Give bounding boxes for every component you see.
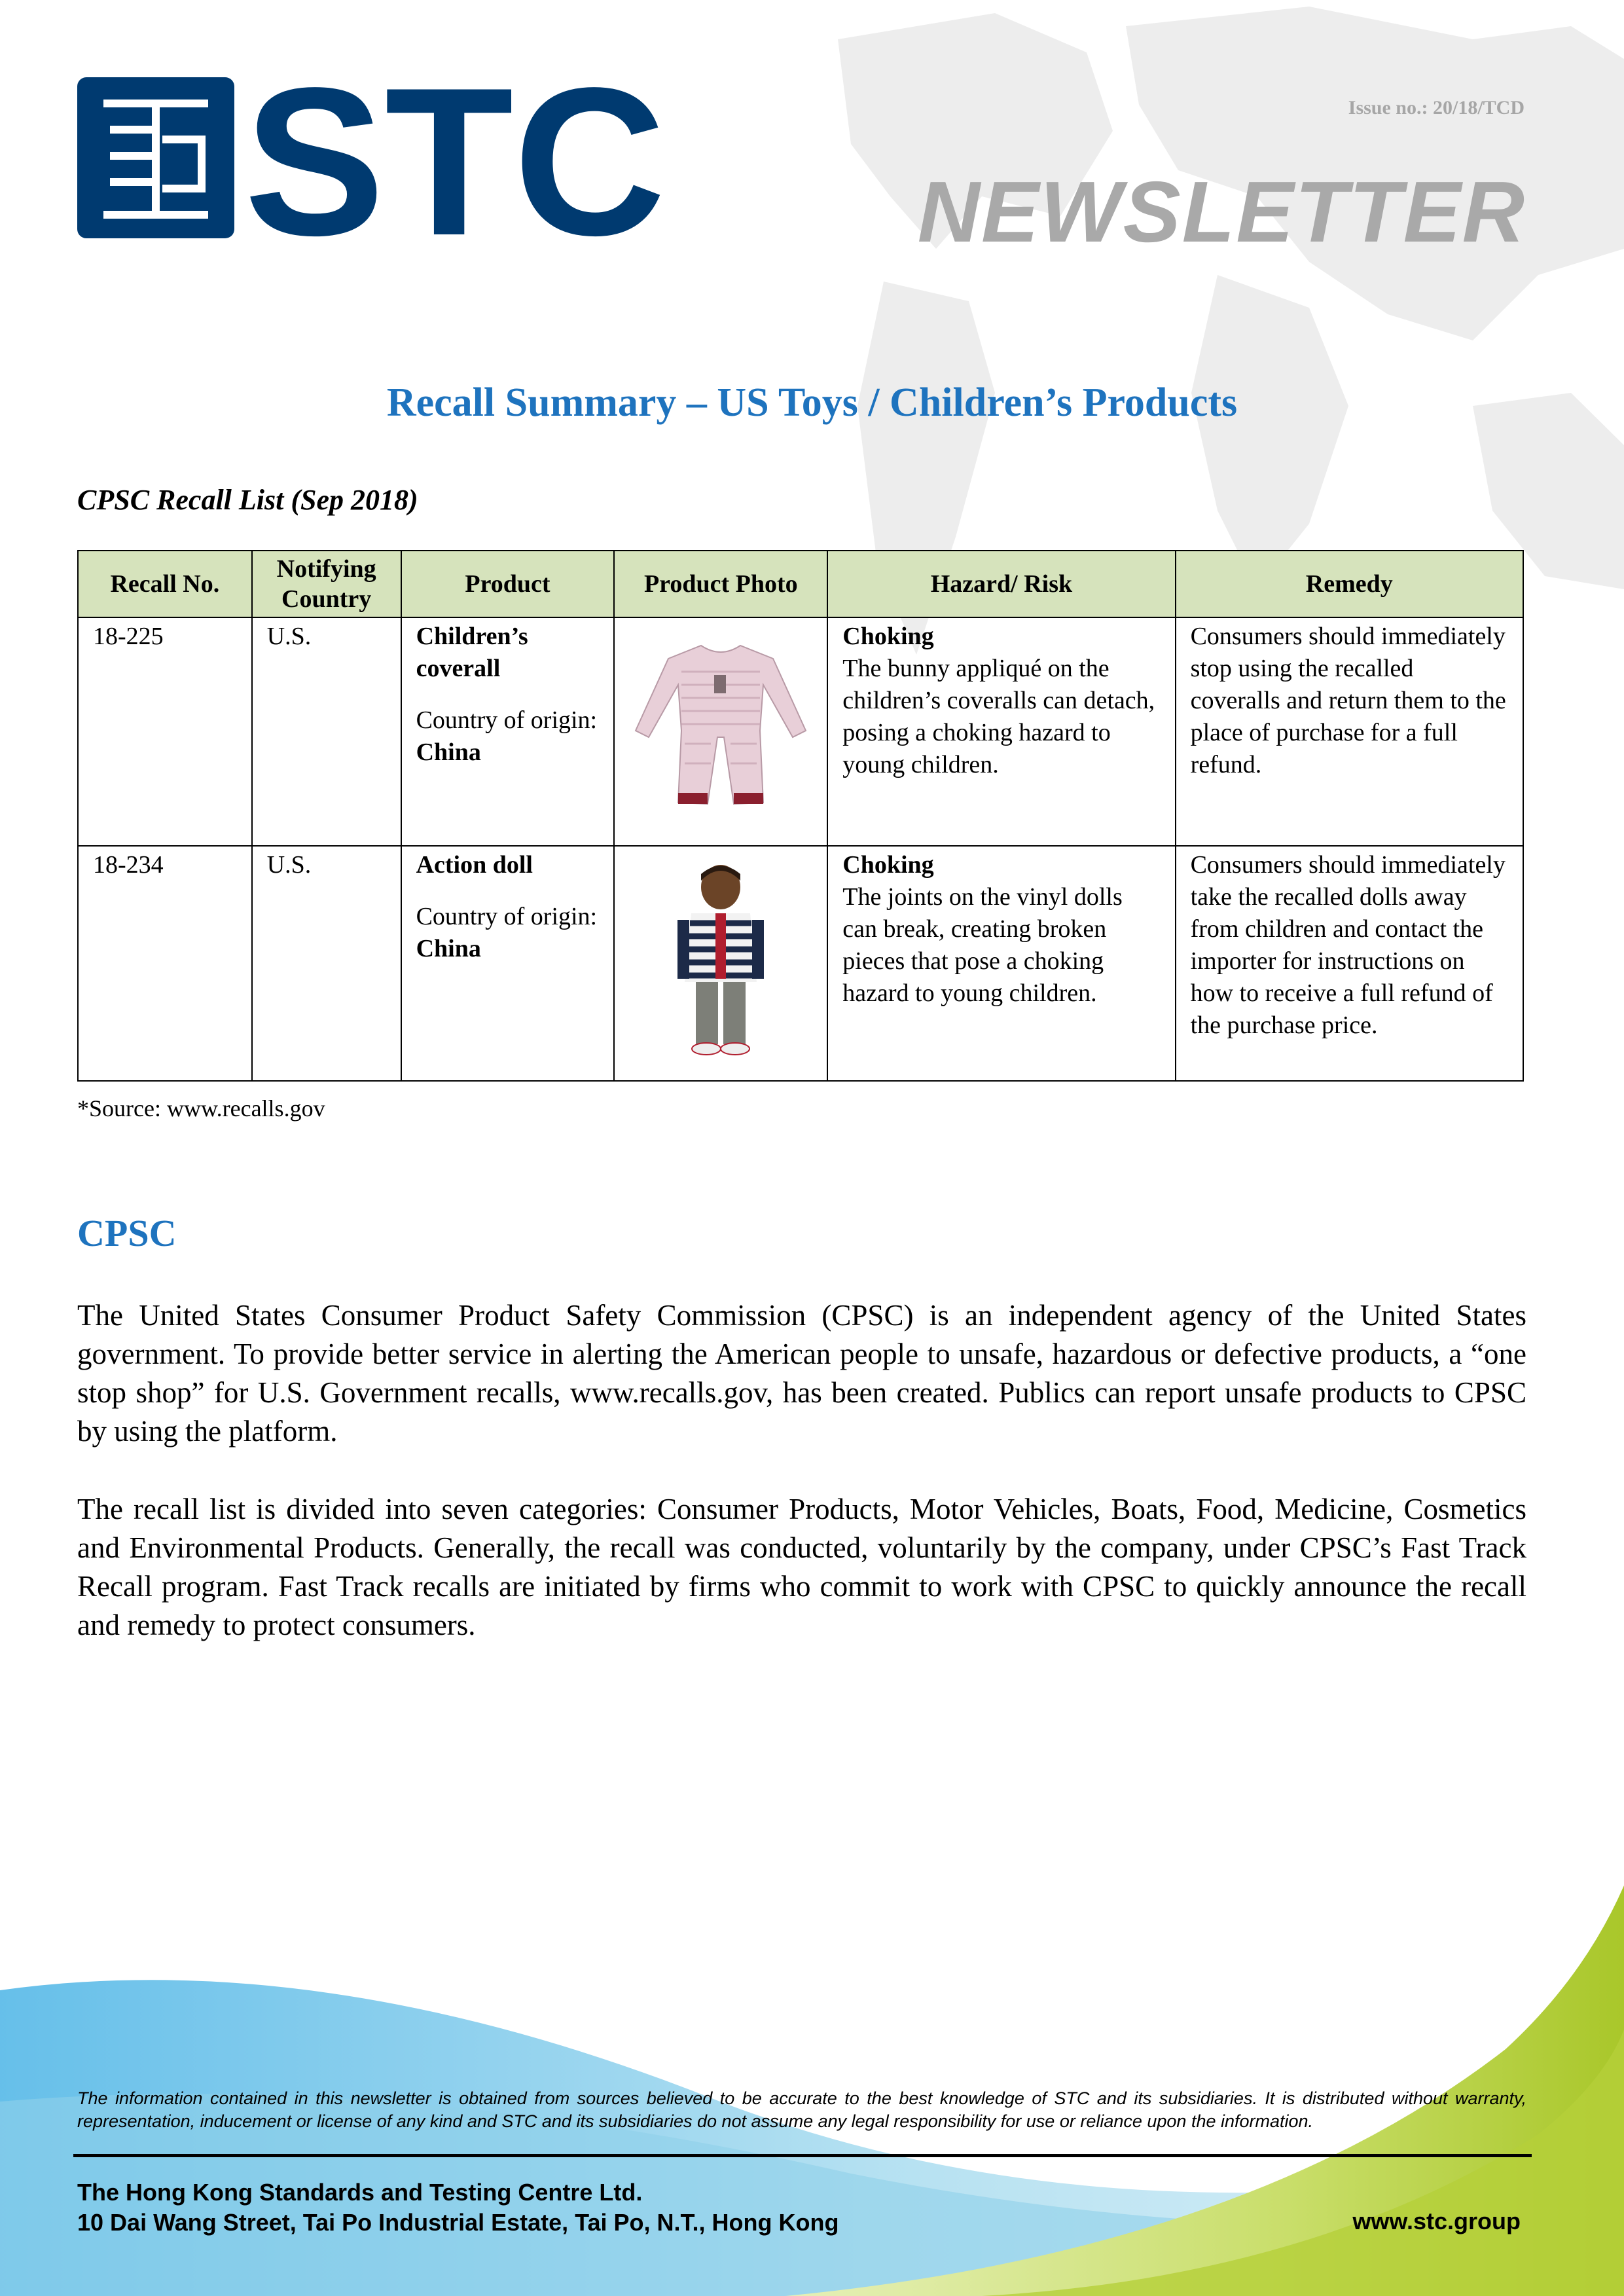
company-info bbox=[77, 2178, 839, 2238]
table-row bbox=[78, 617, 1523, 846]
table-row bbox=[78, 846, 1523, 1081]
stc-logo bbox=[77, 77, 673, 244]
recall-no: 18-225 bbox=[78, 617, 252, 846]
paragraph: The recall list is divided into seven categories: Consumer Products, Motor Vehicles, Boats, Food, Medicine, Cosmetics and Environmental Products. Generally, the recall was conducted, voluntarily by the company, under CPSC’s Fast Track Recall program. Fast Track recalls are initiated by firms who commit to work with CPSC to quickly announce the recall and remedy to protect consumers. bbox=[77, 1493, 1526, 1641]
doll-photo bbox=[668, 861, 773, 1057]
product-cell bbox=[401, 617, 615, 846]
hazard-title: Choking bbox=[842, 851, 934, 879]
table-header-row bbox=[78, 551, 1523, 617]
product-cell bbox=[401, 846, 615, 1081]
product-name: Children’s coverall bbox=[416, 623, 528, 682]
header-notifying-country: Notifying Country bbox=[252, 551, 401, 617]
product-name: Action doll bbox=[416, 851, 533, 879]
logo-text: STC bbox=[244, 77, 666, 241]
product-photo-cell bbox=[614, 846, 827, 1081]
hazard-text: The joints on the vinyl dolls can break, creating broken pieces that pose a choking hazard to young children. bbox=[842, 883, 1123, 1007]
recall-list-title: CPSC Recall List (Sep 2018) bbox=[77, 484, 418, 516]
page-title: Recall Summary – US Toys / Children’s Products bbox=[386, 380, 1238, 425]
origin-country: China bbox=[416, 738, 481, 766]
issue-number: Issue no.: 20/18/TCD bbox=[1348, 97, 1525, 118]
header-product-photo: Product Photo bbox=[614, 551, 827, 617]
origin-label: Country of origin: bbox=[416, 706, 598, 734]
hazard-text: The bunny appliqué on the children’s coveralls can detach, posing a choking hazard to young children. bbox=[842, 655, 1155, 778]
origin-country: China bbox=[416, 935, 481, 962]
header-hazard: Hazard/ Risk bbox=[827, 551, 1175, 617]
hazard-title: Choking bbox=[842, 623, 934, 650]
origin-label: Country of origin: bbox=[416, 903, 598, 930]
notifying-country: U.S. bbox=[252, 617, 401, 846]
paragraph: The United States Consumer Product Safety Commission (CPSC) is an independent agency of the United States government. To provide better service in alerting the American people to unsafe, hazardous or defective products, a “one stop shop” for U.S. Government recalls, www.recalls.gov, has been created. Publics can report unsafe products to CPSC by using the platform. bbox=[77, 1299, 1526, 1448]
newsletter-banner: NEWSLETTER bbox=[917, 164, 1526, 260]
coverall-photo bbox=[629, 632, 812, 822]
section-title: CPSC bbox=[77, 1212, 177, 1254]
header-remedy: Remedy bbox=[1176, 551, 1523, 617]
remedy-cell: Consumers should immediately stop using the recalled coveralls and return them to the place of purchase for a full refund. bbox=[1176, 617, 1523, 846]
recall-table bbox=[77, 550, 1524, 1082]
remedy-cell: Consumers should immediately take the recalled dolls away from children and contact the importer for instructions on how to receive a full refund of the purchase price. bbox=[1176, 846, 1523, 1081]
hazard-cell bbox=[827, 617, 1175, 846]
header-product: Product bbox=[401, 551, 615, 617]
hazard-cell bbox=[827, 846, 1175, 1081]
disclaimer: The information contained in this newsletter is obtained from sources believed to be accurate to the best knowledge of STC and its subsidiaries. It is distributed without warranty, representation, inducement or license of any kind and STC and its subsidiaries do not assume any legal responsibility for use or reliance upon the information. bbox=[77, 2088, 1526, 2131]
website-link[interactable]: www.stc.group bbox=[1352, 2208, 1521, 2234]
notifying-country: U.S. bbox=[252, 846, 401, 1081]
footer-divider bbox=[73, 2154, 1532, 2157]
recall-no: 18-234 bbox=[78, 846, 252, 1081]
source-note: *Source: www.recalls.gov bbox=[77, 1095, 325, 1121]
product-photo-cell bbox=[614, 617, 827, 846]
header-recall-no: Recall No. bbox=[78, 551, 252, 617]
company-name: The Hong Kong Standards and Testing Centre Ltd. bbox=[77, 2179, 643, 2206]
company-address: 10 Dai Wang Street, Tai Po Industrial Estate, Tai Po, N.T., Hong Kong bbox=[77, 2209, 839, 2236]
